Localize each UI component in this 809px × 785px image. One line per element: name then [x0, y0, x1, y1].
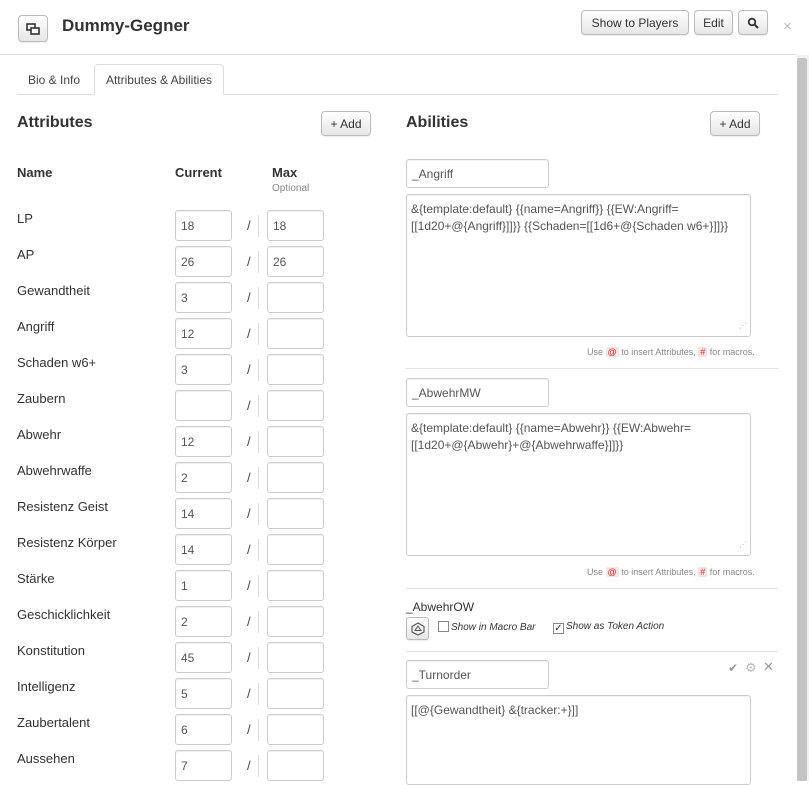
attribute-column-divider [258, 287, 259, 309]
attribute-separator: / [247, 254, 251, 269]
attribute-column-divider [258, 611, 259, 633]
column-name-header: Name [17, 165, 53, 180]
attribute-separator: / [247, 362, 251, 377]
macro-hint [587, 347, 755, 357]
ability-name-input[interactable]: _Turnorder [406, 660, 549, 689]
ability-macro-textarea[interactable] [406, 413, 751, 556]
show-in-macro-bar-checkbox[interactable] [438, 621, 535, 633]
hash-tag: # [700, 347, 706, 357]
attribute-max-input[interactable]: 26 [267, 246, 324, 277]
attribute-separator: / [247, 290, 251, 305]
attribute-column-divider [258, 251, 259, 273]
attribute-current-input[interactable]: 12 [175, 318, 232, 349]
ability-name-input[interactable]: _AbwehrMW [406, 378, 549, 407]
attribute-name: AP [17, 247, 35, 262]
attribute-max-input[interactable] [267, 534, 324, 565]
attribute-name: Angriff [17, 319, 55, 334]
character-title: Dummy-Gegner [62, 16, 190, 35]
attribute-column-divider [258, 647, 259, 669]
attribute-column-divider [258, 395, 259, 417]
ability-macro-text: &{template:default} {{name=Abwehr}} {{EW:Abwehr=[[1d20+@{Abwehr}+@{Abwehrwaffe}]]}} [411, 421, 691, 452]
attribute-separator: / [247, 470, 251, 485]
check-icon[interactable]: ✔ [728, 661, 739, 675]
attribute-current-input[interactable]: 2 [175, 606, 232, 637]
search-button[interactable] [738, 10, 768, 35]
attribute-current-input[interactable]: 26 [175, 246, 232, 277]
ability-divider [406, 368, 778, 369]
attribute-max-input[interactable] [267, 714, 324, 745]
attribute-max-input[interactable] [267, 282, 324, 313]
attribute-separator: / [247, 542, 251, 557]
attribute-column-divider [258, 503, 259, 525]
abilities-heading: Abilities [406, 114, 469, 131]
attribute-name: Resistenz Geist [17, 499, 109, 514]
attribute-max-input[interactable] [267, 426, 324, 457]
ability-macro-textarea[interactable] [406, 695, 751, 785]
attribute-separator: / [247, 758, 251, 773]
dice-icon [411, 622, 425, 636]
hint-end: for macros. [709, 347, 755, 357]
resize-grip-icon[interactable]: ⋰ [739, 540, 747, 549]
hint-use: Use [587, 567, 604, 577]
resize-grip-icon[interactable]: ⋰ [739, 321, 747, 330]
attribute-current-input[interactable] [175, 390, 232, 421]
ability-name-input[interactable]: _Angriff [406, 159, 549, 188]
ability-divider [406, 651, 778, 652]
attribute-current-input[interactable]: 7 [175, 750, 232, 781]
attribute-separator: / [247, 398, 251, 413]
popout-button[interactable] [18, 15, 48, 42]
add-attribute-button[interactable]: + Add [321, 111, 371, 136]
attribute-name: LP [17, 211, 33, 226]
attribute-name: Resistenz Körper [17, 535, 117, 550]
attribute-max-input[interactable] [267, 606, 324, 637]
attribute-max-input[interactable] [267, 498, 324, 529]
ability-divider [406, 588, 778, 589]
ability-macro-textarea[interactable] [406, 194, 751, 337]
attribute-max-input[interactable] [267, 318, 324, 349]
show-to-players-button[interactable]: Show to Players [581, 10, 689, 35]
attribute-column-divider [258, 467, 259, 489]
header-divider [0, 54, 797, 55]
attribute-column-divider [258, 683, 259, 705]
attribute-column-divider [258, 323, 259, 345]
show-in-macro-bar-label: Show in Macro Bar [451, 622, 536, 633]
ability-macro-text: &{template:default} {{name=Angriff}} {{EW:Angriff=[[1d20+@{Angriff}]]}} {{Schaden=[[1d6+@{Schaden w6+}]]}} [411, 202, 729, 233]
hash-tag: # [700, 567, 706, 577]
token-action-checkbox-box[interactable]: ✓ [554, 623, 563, 634]
search-icon [747, 17, 759, 29]
delete-icon[interactable]: ✕ [763, 659, 774, 674]
attribute-max-input[interactable] [267, 390, 324, 421]
column-max-optional-hint: Optional [272, 183, 310, 194]
attribute-current-input[interactable]: 12 [175, 426, 232, 457]
attribute-current-input[interactable]: 18 [175, 210, 232, 241]
attribute-name: Abwehr [17, 427, 62, 442]
attribute-separator: / [247, 614, 251, 629]
hint-use: Use [587, 347, 604, 357]
attribute-column-divider [258, 359, 259, 381]
attribute-separator: / [247, 506, 251, 521]
ability-macro-text: [[@{Gewandtheit} &{tracker:+}]] [411, 703, 579, 717]
attribute-name: Konstitution [17, 643, 85, 658]
attribute-current-input[interactable]: 45 [175, 642, 232, 673]
attribute-current-input[interactable]: 1 [175, 570, 232, 601]
attribute-column-divider [258, 539, 259, 561]
attribute-separator: / [247, 218, 251, 233]
attribute-name: Geschicklichkeit [17, 607, 111, 622]
gear-icon[interactable]: ⚙ [745, 660, 757, 675]
column-max-header: Max [272, 165, 298, 180]
show-as-token-action-label: Show as Token Action [566, 621, 665, 632]
macro-bar-checkbox-box[interactable] [438, 621, 449, 632]
add-ability-button[interactable]: + Add [710, 111, 760, 136]
roll-ability-button[interactable] [406, 617, 429, 640]
close-icon[interactable]: × [783, 18, 792, 35]
macro-hint [587, 567, 755, 577]
attribute-separator: / [247, 326, 251, 341]
attribute-name: Intelligenz [17, 679, 76, 694]
attribute-column-divider [258, 719, 259, 741]
attribute-max-input[interactable] [267, 354, 324, 385]
tab-attributes-abilities[interactable] [94, 64, 224, 95]
attribute-name: Zaubertalent [17, 715, 90, 730]
tab-bio-info[interactable]: Bio & Info [28, 73, 81, 87]
attribute-name: Schaden w6+ [17, 355, 97, 370]
at-tag: @ [607, 567, 617, 577]
attribute-column-divider [258, 215, 259, 237]
attribute-current-input[interactable]: 3 [175, 282, 232, 313]
attribute-separator: / [247, 650, 251, 665]
attribute-max-input[interactable]: 18 [267, 210, 324, 241]
attribute-max-input[interactable] [267, 750, 324, 781]
attribute-max-input[interactable] [267, 462, 324, 493]
attribute-max-input[interactable] [267, 642, 324, 673]
popout-icon [26, 23, 40, 35]
attribute-name: Abwehrwaffe [17, 463, 92, 478]
attribute-name: Stärke [17, 571, 55, 586]
attribute-current-input[interactable]: 5 [175, 678, 232, 709]
attribute-column-divider [258, 575, 259, 597]
hint-mid: to insert Attributes, [621, 567, 696, 577]
attribute-current-input[interactable]: 6 [175, 714, 232, 745]
attribute-column-divider [258, 431, 259, 453]
edit-button[interactable]: Edit [694, 10, 733, 35]
attribute-name: Gewandtheit [17, 283, 90, 298]
column-current-header: Current [175, 165, 222, 180]
hint-end: for macros. [709, 567, 755, 577]
attribute-name: Zaubern [17, 391, 66, 406]
attribute-current-input[interactable]: 3 [175, 354, 232, 385]
attribute-separator: / [247, 434, 251, 449]
at-tag: @ [607, 347, 617, 357]
attribute-separator: / [247, 578, 251, 593]
scrollbar-thumb[interactable] [797, 58, 807, 781]
attribute-separator: / [247, 722, 251, 737]
show-as-token-action-checkbox[interactable] [553, 621, 664, 634]
attribute-current-input[interactable]: 14 [175, 534, 232, 565]
attribute-max-input[interactable] [267, 678, 324, 709]
tab-attributes-abilities-label: Attributes & Abilities [105, 72, 213, 87]
attribute-max-input[interactable] [267, 570, 324, 601]
attribute-name: Aussehen [17, 751, 75, 766]
attribute-current-input[interactable]: 2 [175, 462, 232, 493]
attributes-heading: Attributes [17, 114, 93, 131]
ability-name: _AbwehrOW [406, 600, 475, 614]
hint-mid: to insert Attributes, [621, 347, 696, 357]
attribute-column-divider [258, 755, 259, 777]
attribute-separator: / [247, 686, 251, 701]
attribute-current-input[interactable]: 14 [175, 498, 232, 529]
